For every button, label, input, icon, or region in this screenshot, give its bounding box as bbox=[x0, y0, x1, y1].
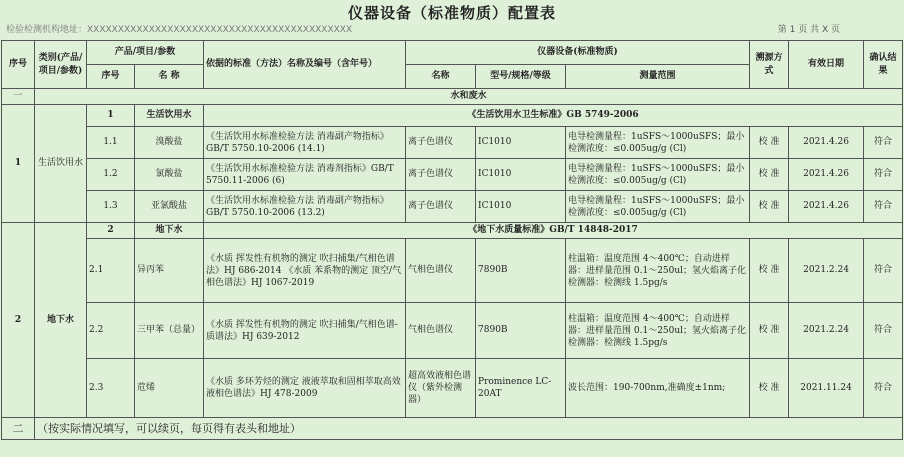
row-range: 电导检测量程：1uSFS～1000uSFS；最小检测浓度：≤0.005ug/g (Cl) bbox=[566, 191, 750, 223]
header-equipment-group: 仪器设备(标准物质) bbox=[406, 41, 750, 65]
row-valid: 2021.11.24 bbox=[789, 359, 864, 418]
row-confirm: 符合 bbox=[864, 127, 903, 159]
section-one-label: 一 bbox=[2, 89, 35, 105]
row-name: 氯酸盐 bbox=[135, 159, 204, 191]
row-equipment: 离子色谱仪 bbox=[406, 127, 476, 159]
row-confirm: 符合 bbox=[864, 191, 903, 223]
header-sub-seq: 序号 bbox=[87, 65, 135, 89]
row-name: 异丙苯 bbox=[135, 239, 204, 303]
header-name: 名 称 bbox=[135, 65, 204, 89]
row-standard: 《水质 多环芳烃的测定 液液萃取和固相萃取高效液相色谱法》HJ 478-2009 bbox=[204, 359, 406, 418]
group-sub-seq: 1 bbox=[87, 105, 135, 127]
header-confirm: 确认结果 bbox=[864, 41, 903, 89]
row-model: IC1010 bbox=[476, 159, 566, 191]
row-model: 7890B bbox=[476, 303, 566, 359]
row-name: 三甲苯（总量） bbox=[135, 303, 204, 359]
equipment-table bbox=[1, 40, 903, 440]
row-range: 柱温箱：温度范围 4～400℃；自动进样器：进样量范围 0.1～250ul；氢火焰离子化检测器：检测线 1.5pg/s bbox=[566, 239, 750, 303]
row-standard: 《生活饮用水标准检验方法 消毒副产物指标》GB/T 5750.10-2006 (14.1) bbox=[204, 127, 406, 159]
section-one-title: 水和废水 bbox=[35, 89, 903, 105]
header-standard: 依据的标准（方法）名称及编号（含年号） bbox=[204, 41, 406, 89]
row-equipment: 离子色谱仪 bbox=[406, 159, 476, 191]
row-valid: 2021.4.26 bbox=[789, 127, 864, 159]
group-seq: 1 bbox=[2, 105, 35, 223]
row-valid: 2021.2.24 bbox=[789, 239, 864, 303]
row-standard: 《生活饮用水标准检验方法 消毒副产物指标》GB/T 5750.10-2006 (13.2) bbox=[204, 191, 406, 223]
row-trace: 校 准 bbox=[750, 303, 789, 359]
row-valid: 2021.4.26 bbox=[789, 191, 864, 223]
row-trace: 校 准 bbox=[750, 127, 789, 159]
group-seq: 2 bbox=[2, 223, 35, 418]
row-model: 7890B bbox=[476, 239, 566, 303]
group-sub-name: 生活饮用水 bbox=[135, 105, 204, 127]
group-sub-seq: 2 bbox=[87, 223, 135, 239]
row-equipment: 气相色谱仪 bbox=[406, 303, 476, 359]
row-trace: 校 准 bbox=[750, 239, 789, 303]
org-address: 检验检测机构地址：XXXXXXXXXXXXXXXXXXXXXXXXXXXXXXXXXXXXXXXXXXX bbox=[6, 25, 353, 35]
header-seq: 序号 bbox=[2, 41, 35, 89]
row-name: 亚氯酸盐 bbox=[135, 191, 204, 223]
row-standard: 《水质 挥发性有机物的测定 吹扫捕集/气相色谱-质谱法》HJ 639-2012 bbox=[204, 303, 406, 359]
group-category: 地下水 bbox=[35, 223, 87, 418]
header-category: 类别(产品/项目/参数) bbox=[35, 41, 87, 89]
row-no: 2.3 bbox=[87, 359, 135, 418]
row-no: 2.2 bbox=[87, 303, 135, 359]
section-two-note: （按实际情况填写，可以续页，每页得有表头和地址） bbox=[35, 418, 903, 440]
row-no: 1.3 bbox=[87, 191, 135, 223]
row-no: 1.2 bbox=[87, 159, 135, 191]
row-equipment: 离子色谱仪 bbox=[406, 191, 476, 223]
row-trace: 校 准 bbox=[750, 359, 789, 418]
row-confirm: 符合 bbox=[864, 359, 903, 418]
header-trace: 溯源方式 bbox=[750, 41, 789, 89]
row-standard: 《水质 挥发性有机物的测定 吹扫捕集/气相色谱法》HJ 686-2014 《水质 苯系物的测定 顶空/气相色谱法》HJ 1067-2019 bbox=[204, 239, 406, 303]
header-range: 测量范围 bbox=[566, 65, 750, 89]
group-standard-title: 《地下水质量标准》GB/T 14848-2017 bbox=[204, 223, 903, 239]
row-trace: 校 准 bbox=[750, 159, 789, 191]
row-range: 电导检测量程：1uSFS～1000uSFS；最小检测浓度：≤0.005ug/g (Cl) bbox=[566, 159, 750, 191]
row-confirm: 符合 bbox=[864, 159, 903, 191]
page-title: 仪器设备（标准物质）配置表 bbox=[347, 4, 556, 22]
row-no: 1.1 bbox=[87, 127, 135, 159]
row-range: 波长范围：190-700nm,准确度±1nm; bbox=[566, 359, 750, 418]
row-confirm: 符合 bbox=[864, 239, 903, 303]
section-two-label: 二 bbox=[2, 418, 35, 440]
row-model: IC1010 bbox=[476, 191, 566, 223]
header-equip-name: 名称 bbox=[406, 65, 476, 89]
row-range: 柱温箱：温度范围 4～400℃；自动进样器：进样量范围 0.1～250ul；氢火焰离子化检测器：检测线 1.5pg/s bbox=[566, 303, 750, 359]
group-standard-title: 《生活饮用水卫生标准》GB 5749-2006 bbox=[204, 105, 903, 127]
row-valid: 2021.2.24 bbox=[789, 303, 864, 359]
group-sub-name: 地下水 bbox=[135, 223, 204, 239]
header-valid: 有效日期 bbox=[789, 41, 864, 89]
row-model: Prominence LC-20AT bbox=[476, 359, 566, 418]
row-model: IC1010 bbox=[476, 127, 566, 159]
row-name: 溴酸盐 bbox=[135, 127, 204, 159]
row-equipment: 超高效液相色谱仪（紫外检测器） bbox=[406, 359, 476, 418]
row-range: 电导检测量程：1uSFS～1000uSFS；最小检测浓度：≤0.005ug/g (Cl) bbox=[566, 127, 750, 159]
row-standard: 《生活饮用水标准检验方法 消毒剂指标》GB/T 5750.11-2006 (6) bbox=[204, 159, 406, 191]
row-trace: 校 准 bbox=[750, 191, 789, 223]
row-equipment: 气相色谱仪 bbox=[406, 239, 476, 303]
row-name: 苊烯 bbox=[135, 359, 204, 418]
header-product-group: 产品/项目/参数 bbox=[87, 41, 204, 65]
row-confirm: 符合 bbox=[864, 303, 903, 359]
group-category: 生活饮用水 bbox=[35, 105, 87, 223]
row-no: 2.1 bbox=[87, 239, 135, 303]
header-model: 型号/规格/等级 bbox=[476, 65, 566, 89]
page-number: 第 1 页 共 X 页 bbox=[777, 25, 840, 35]
row-valid: 2021.4.26 bbox=[789, 159, 864, 191]
